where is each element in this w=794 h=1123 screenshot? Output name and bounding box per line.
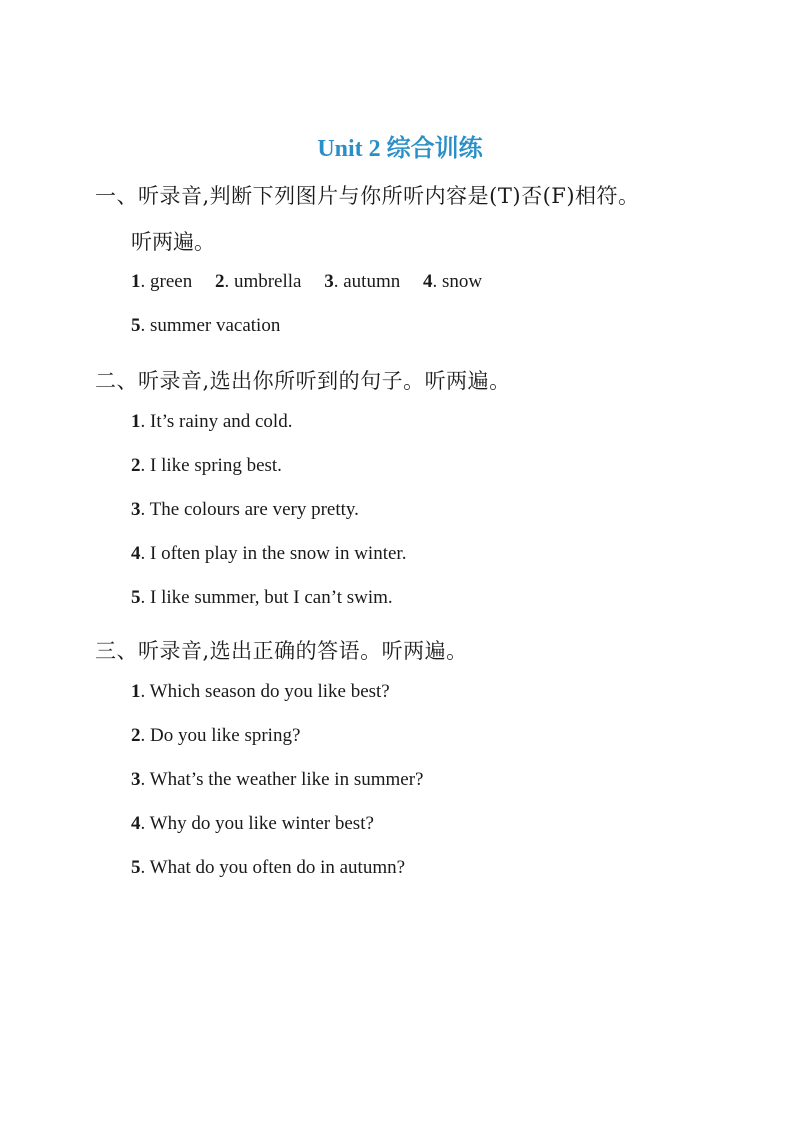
item-text: . autumn: [333, 271, 401, 292]
item-number: 1: [131, 271, 141, 292]
item-text: . Do you like spring?: [140, 725, 301, 746]
list-item: [131, 587, 393, 609]
item-number: 2: [131, 455, 141, 476]
item-number: 4: [422, 271, 433, 292]
item-number: 2: [131, 725, 141, 746]
item-number: 3: [131, 769, 141, 790]
list-item: [131, 543, 406, 565]
item-number: 1: [131, 411, 141, 432]
item-text: . I like spring best.: [140, 455, 282, 476]
list-item: [131, 725, 300, 747]
item-text: . I often play in the snow in winter.: [140, 543, 407, 564]
item-number: 4: [131, 543, 141, 564]
item-number: 3: [131, 499, 141, 520]
item-text: . green: [140, 271, 193, 292]
section-1-row-2: [131, 315, 298, 337]
item-number: 2: [214, 271, 225, 292]
list-item: [131, 813, 374, 835]
list-item: [131, 857, 405, 879]
item-text: . What do you often do in autumn?: [140, 857, 406, 878]
section-2-heading: 二、听录音,选出你所听到的句子。听两遍。: [95, 369, 511, 393]
list-item: [131, 455, 282, 477]
page-title: Unit 2 综合训练: [317, 136, 483, 162]
list-item: [131, 315, 280, 337]
section-3-heading: 三、听录音,选出正确的答语。听两遍。: [95, 639, 468, 663]
item-number: 3: [324, 271, 334, 292]
section-1-heading: 一、听录音,判断下列图片与你所听内容是(T)否(F)相符。: [95, 184, 640, 208]
item-text: . umbrella: [224, 271, 302, 292]
list-item: [131, 681, 390, 703]
item-text: . The colours are very pretty.: [140, 499, 359, 520]
item-number: 5: [131, 315, 141, 336]
list-item: [131, 271, 192, 293]
item-text: . It’s rainy and cold.: [140, 411, 293, 432]
section-1-heading-cont: 听两遍。: [131, 230, 215, 254]
item-text: . summer vacation: [140, 315, 281, 336]
item-text: . snow: [432, 271, 483, 292]
list-item: [131, 499, 359, 521]
list-item: [215, 271, 302, 293]
item-text: . What’s the weather like in summer?: [140, 769, 424, 790]
list-item: [131, 769, 423, 791]
list-item: [324, 271, 400, 293]
item-number: 1: [131, 681, 141, 702]
item-text: . Why do you like winter best?: [140, 813, 374, 834]
item-number: 4: [131, 813, 141, 834]
list-item: [423, 271, 482, 293]
section-1-row-1: [131, 271, 500, 293]
item-number: 5: [131, 857, 141, 878]
list-item: [131, 411, 292, 433]
item-text: . Which season do you like best?: [140, 681, 390, 702]
item-number: 5: [131, 587, 141, 608]
item-text: . I like summer, but I can’t swim.: [140, 587, 393, 608]
